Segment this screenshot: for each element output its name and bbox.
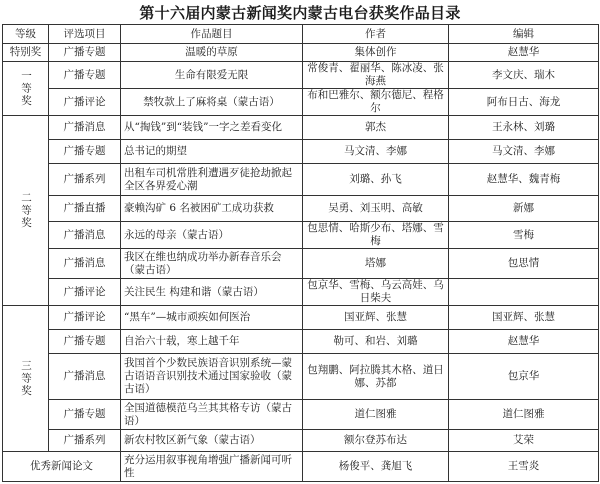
table-row — [3, 400, 599, 430]
title-cell: 关注民生 构建和谐（蒙古语） — [121, 279, 303, 306]
title-cell: 充分运用叙事视角增强广播新闻可听性 — [121, 452, 303, 482]
item-cell: 广播消息 — [49, 354, 121, 400]
editor-cell: 李文庆、瑞木 — [449, 62, 599, 89]
item-cell: 广播专题 — [49, 400, 121, 430]
header-editor: 编辑 — [449, 25, 599, 44]
author-cell: 包思情、哈斯少布、塔娜、雪梅 — [303, 222, 449, 249]
editor-cell: 王永林、刘璐 — [449, 116, 599, 140]
author-cell: 额尔登苏布达 — [303, 430, 449, 452]
level-cell: 特别奖 — [3, 44, 49, 62]
table-row — [3, 306, 599, 330]
title-cell: “黑车”—城市顽疾如何医治 — [121, 306, 303, 330]
title-cell: 禁牧款上了麻将桌（蒙古语） — [121, 89, 303, 116]
footer-label-cell: 优秀新闻论文 — [3, 452, 121, 482]
item-cell: 广播消息 — [49, 249, 121, 279]
header-title: 作品题目 — [121, 25, 303, 44]
title-cell: 我区在维也纳成功举办新春音乐会（蒙古语） — [121, 249, 303, 279]
item-cell: 广播专题 — [49, 140, 121, 164]
awards-table — [2, 24, 599, 482]
author-cell: 刘璐、孙飞 — [303, 164, 449, 196]
table-row — [3, 140, 599, 164]
author-cell: 马文清、李娜 — [303, 140, 449, 164]
editor-cell: 赵慧华 — [449, 44, 599, 62]
item-cell: 广播系列 — [49, 430, 121, 452]
title-cell: 我国首个少数民族语音识别系统—蒙古语语音识别技术通过国家验收（蒙古语） — [121, 354, 303, 400]
author-cell: 勒可、和岩、刘璐 — [303, 330, 449, 354]
editor-cell: 雪梅 — [449, 222, 599, 249]
item-cell: 广播专题 — [49, 44, 121, 62]
table-row — [3, 452, 599, 482]
title-cell: 出租车司机常胜利遭遇歹徒抢劫掀起全区各界爱心潮 — [121, 164, 303, 196]
author-cell: 常俊青、翟丽华、陈冰凌、张海燕 — [303, 62, 449, 89]
author-cell: 包京华、雪梅、乌云高娃、乌日柴夫 — [303, 279, 449, 306]
level-label: 二等奖 — [20, 191, 32, 230]
item-cell: 广播系列 — [49, 164, 121, 196]
table-row — [3, 116, 599, 140]
item-cell: 广播评论 — [49, 89, 121, 116]
header-author: 作者 — [303, 25, 449, 44]
table-row — [3, 89, 599, 116]
editor-cell: 阿布日古、海龙 — [449, 89, 599, 116]
item-cell: 广播直播 — [49, 196, 121, 222]
editor-cell: 赵慧华、魏青梅 — [449, 164, 599, 196]
table-row — [3, 330, 599, 354]
title-cell: 新农村牧区新气象（蒙古语） — [121, 430, 303, 452]
title-cell: 永远的母亲（蒙古语） — [121, 222, 303, 249]
item-cell: 广播消息 — [49, 222, 121, 249]
editor-cell: 艾荣 — [449, 430, 599, 452]
editor-cell: 道仁图雅 — [449, 400, 599, 430]
editor-cell: 马文清、李娜 — [449, 140, 599, 164]
editor-cell: 王雪炎 — [449, 452, 599, 482]
author-cell: 集体创作 — [303, 44, 449, 62]
table-row — [3, 354, 599, 400]
author-cell: 布和巴雅尔、额尔德尼、程格尔 — [303, 89, 449, 116]
title-cell: 从“掏钱”到“装钱”一字之差看变化 — [121, 116, 303, 140]
author-cell: 杨俊平、龚旭飞 — [303, 452, 449, 482]
title-cell: 总书记的期望 — [121, 140, 303, 164]
table-row — [3, 222, 599, 249]
table-row — [3, 196, 599, 222]
level-label: 三等奖 — [20, 359, 32, 398]
author-cell: 国亚辉、张慧 — [303, 306, 449, 330]
item-cell: 广播评论 — [49, 279, 121, 306]
level-cell — [3, 62, 49, 116]
title-cell: 温暖的草原 — [121, 44, 303, 62]
title-cell: 生命有限爱无限 — [121, 62, 303, 89]
editor-cell: 新娜 — [449, 196, 599, 222]
author-cell: 吴勇、刘玉明、高敏 — [303, 196, 449, 222]
header-level: 等级 — [3, 25, 49, 44]
item-cell: 广播专题 — [49, 62, 121, 89]
title-cell: 豪赖沟矿 6 名被困矿工成功获救 — [121, 196, 303, 222]
author-cell: 道仁图雅 — [303, 400, 449, 430]
level-cell — [3, 306, 49, 452]
level-cell — [3, 116, 49, 306]
table-row — [3, 164, 599, 196]
table-row — [3, 430, 599, 452]
level-label: 一等奖 — [20, 69, 32, 108]
editor-cell: 包京华 — [449, 354, 599, 400]
title-cell: 自治六十载，寒上越千年 — [121, 330, 303, 354]
author-cell: 包翔鹏、阿拉腾其木格、道日娜、苏都 — [303, 354, 449, 400]
table-row — [3, 44, 599, 62]
document-title: 第十六届内蒙古新闻奖内蒙古电台获奖作品目录 — [139, 4, 461, 22]
table-row — [3, 279, 599, 306]
table-row — [3, 62, 599, 89]
author-cell: 郭杰 — [303, 116, 449, 140]
item-cell: 广播评论 — [49, 306, 121, 330]
editor-cell — [449, 279, 599, 306]
title-cell: 全国道德模范乌兰其其格专访（蒙古语） — [121, 400, 303, 430]
editor-cell: 国亚辉、张慧 — [449, 306, 599, 330]
item-cell: 广播消息 — [49, 116, 121, 140]
header-row — [3, 25, 599, 44]
editor-cell: 赵慧华 — [449, 330, 599, 354]
editor-cell: 包思情 — [449, 249, 599, 279]
item-cell: 广播专题 — [49, 330, 121, 354]
table-row — [3, 249, 599, 279]
header-item: 评选项目 — [49, 25, 121, 44]
author-cell: 塔娜 — [303, 249, 449, 279]
